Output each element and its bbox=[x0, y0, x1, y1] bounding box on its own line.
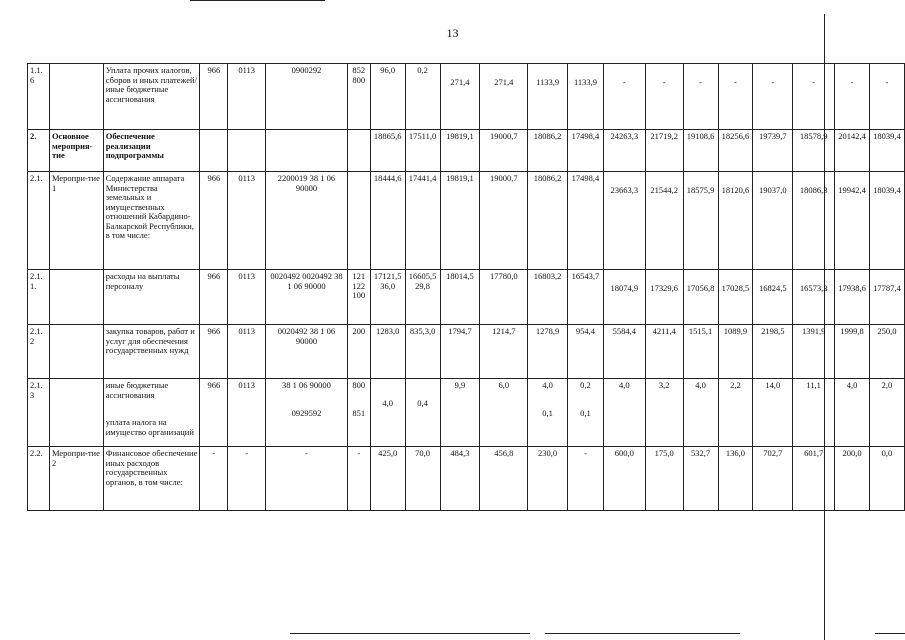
value-cell: 4211,4 bbox=[645, 325, 683, 379]
value-cell: 484,3 bbox=[440, 447, 480, 511]
value-cell: 11,1 bbox=[793, 379, 835, 447]
rzpr-code: 0113 bbox=[228, 325, 266, 379]
value-cell: - bbox=[793, 64, 835, 130]
table-row bbox=[28, 270, 905, 325]
row-description-2: уплата налога на имущество организаций bbox=[105, 417, 194, 437]
value-cell: 17441,4 bbox=[405, 172, 440, 270]
value-cell: 4,0 bbox=[603, 379, 645, 447]
csr-code-2: 0929592 bbox=[291, 407, 322, 418]
row-type bbox=[49, 64, 103, 130]
value-cell: 954,4 bbox=[568, 325, 604, 379]
scan-line-bottom-3 bbox=[875, 633, 905, 634]
value-cell: 18256,6 bbox=[718, 130, 753, 172]
vr-code: 852 800 bbox=[347, 64, 370, 130]
scan-line-top bbox=[190, 0, 325, 1]
value-cell: - bbox=[683, 64, 718, 130]
value-cell: 20142,4 bbox=[835, 130, 870, 172]
value-cell: 175,0 bbox=[645, 447, 683, 511]
value-cell: 21544,2 bbox=[645, 172, 683, 270]
value-cell: 19942,4 bbox=[835, 172, 870, 270]
value-cell: - bbox=[753, 64, 793, 130]
vr-code: - bbox=[347, 447, 370, 511]
row-code: 1.1.6 bbox=[28, 64, 50, 130]
rzpr-code: 0113 bbox=[228, 64, 266, 130]
row-code: 2.2. bbox=[28, 447, 50, 511]
value-cell: 17329,6 bbox=[645, 270, 683, 325]
value-cell-2: 0,4 bbox=[417, 398, 428, 408]
value-cell: - bbox=[645, 64, 683, 130]
row-description: Уплата прочих налогов, сборов и иных платежей/иные бюджетные ассигнования bbox=[103, 64, 200, 130]
value-cell: 18120,6 bbox=[718, 172, 753, 270]
vr-code: 200 bbox=[347, 325, 370, 379]
value-cell: 456,8 bbox=[480, 447, 528, 511]
row-code: 2.1. bbox=[28, 172, 50, 270]
value-cell: 2,2 bbox=[718, 379, 753, 447]
value-cell: 21719,2 bbox=[645, 130, 683, 172]
row-description: Финансовое обеспечение иных расходов государственных органов, в том числе: bbox=[103, 447, 200, 511]
value-cell: 24263,3 bbox=[603, 130, 645, 172]
value-cell: 0,2 bbox=[405, 64, 440, 130]
value-cell: 5584,4 bbox=[603, 325, 645, 379]
rzpr-code: 0113 bbox=[228, 379, 266, 447]
value-cell: 4,0 bbox=[835, 379, 870, 447]
scan-line-bottom bbox=[290, 633, 530, 634]
value-cell: 600,0 bbox=[603, 447, 645, 511]
rzpr-code bbox=[228, 130, 266, 172]
row-type bbox=[49, 379, 103, 447]
value-cell: 17498,4 bbox=[568, 172, 604, 270]
value-cell: 1283,0 bbox=[370, 325, 405, 379]
value-cell: 1278,9 bbox=[528, 325, 568, 379]
value-cell: 9,9 bbox=[440, 379, 480, 447]
value-cell: 1133,9 bbox=[528, 64, 568, 130]
csr-code: 0900292 bbox=[266, 64, 348, 130]
vr-code: 800 851 bbox=[347, 379, 370, 447]
value-cell: 16803,2 bbox=[528, 270, 568, 325]
value-cell: 96,0 bbox=[370, 64, 405, 130]
value-cell: 2198,5 bbox=[753, 325, 793, 379]
value-cell: 271,4 bbox=[480, 64, 528, 130]
value-cell: 17121,5 36,0 bbox=[370, 270, 405, 325]
value-cell: 0,2 0,1 bbox=[568, 379, 604, 447]
table-row bbox=[28, 447, 905, 511]
value-cell: 4,0 0,1 bbox=[528, 379, 568, 447]
value-cell-2: 4,0 bbox=[382, 398, 393, 408]
table-body bbox=[28, 64, 905, 511]
value-cell bbox=[405, 379, 440, 447]
table-row bbox=[28, 172, 905, 270]
value-cell: 19000,7 bbox=[480, 130, 528, 172]
csr-code: - bbox=[266, 447, 348, 511]
value-cell: 19739,7 bbox=[753, 130, 793, 172]
value-cell: 18014,5 bbox=[440, 270, 480, 325]
value-cell: 271,4 bbox=[440, 64, 480, 130]
value-cell: 18074,9 bbox=[603, 270, 645, 325]
value-cell: - bbox=[718, 64, 753, 130]
value-cell: 16824,5 bbox=[753, 270, 793, 325]
value-cell: 4,0 bbox=[683, 379, 718, 447]
grbs-code: 966 bbox=[200, 270, 228, 325]
value-cell: 19819,1 bbox=[440, 130, 480, 172]
row-code: 2.1.3 bbox=[28, 379, 50, 447]
value-cell: 230,0 bbox=[528, 447, 568, 511]
grbs-code bbox=[200, 130, 228, 172]
value-cell: 16573,3 bbox=[793, 270, 835, 325]
row-code: 2. bbox=[28, 130, 50, 172]
value-cell: 18039,4 bbox=[869, 130, 904, 172]
value-cell: 250,0 bbox=[869, 325, 904, 379]
rzpr-code: 0113 bbox=[228, 270, 266, 325]
value-cell: - bbox=[869, 64, 904, 130]
row-description: закупка товаров, работ и услуг для обеспечения государственных нужд bbox=[103, 325, 200, 379]
value-cell: 19108,6 bbox=[683, 130, 718, 172]
value-cell: 18575,9 bbox=[683, 172, 718, 270]
page-number: 13 bbox=[446, 26, 459, 40]
table-row bbox=[28, 130, 905, 172]
value-cell: 18086,3 bbox=[793, 172, 835, 270]
row-code: 2.1.1. bbox=[28, 270, 50, 325]
value-cell: 1214,7 bbox=[480, 325, 528, 379]
value-cell: - bbox=[568, 447, 604, 511]
value-cell: 18086,2 bbox=[528, 172, 568, 270]
vr-code-2: 851 bbox=[352, 407, 366, 418]
grbs-code: 966 bbox=[200, 64, 228, 130]
row-description: иные бюджетные ассигнования уплата налога на имущество организаций bbox=[103, 379, 200, 447]
value-cell bbox=[370, 379, 405, 447]
value-cell: 14,0 bbox=[753, 379, 793, 447]
value-cell: 18086,2 bbox=[528, 130, 568, 172]
value-cell: 136,0 bbox=[718, 447, 753, 511]
row-description: расходы на выплаты персоналу bbox=[103, 270, 200, 325]
budget-table bbox=[27, 63, 905, 511]
grbs-code: 966 bbox=[200, 172, 228, 270]
value-cell: 1515,1 bbox=[683, 325, 718, 379]
value-cell: 532,7 bbox=[683, 447, 718, 511]
value-cell: 17938,6 bbox=[835, 270, 870, 325]
vr-code bbox=[347, 172, 370, 270]
vr-code bbox=[347, 130, 370, 172]
row-type: Меропри-тие 2 bbox=[49, 447, 103, 511]
value-cell: 17028,5 bbox=[718, 270, 753, 325]
value-cell: 425,0 bbox=[370, 447, 405, 511]
table-row bbox=[28, 379, 905, 447]
value-cell: - bbox=[835, 64, 870, 130]
value-cell: 16543,7 bbox=[568, 270, 604, 325]
value-cell: 1391,9 bbox=[793, 325, 835, 379]
value-cell: 17498,4 bbox=[568, 130, 604, 172]
value-cell: 18578,9 bbox=[793, 130, 835, 172]
rzpr-code: - bbox=[228, 447, 266, 511]
value-cell: 17787,4 bbox=[869, 270, 904, 325]
value-cell: 70,0 bbox=[405, 447, 440, 511]
csr-code bbox=[266, 130, 348, 172]
value-cell: 18444,6 bbox=[370, 172, 405, 270]
value-cell: 835,3,0 bbox=[405, 325, 440, 379]
value-cell: 17780,0 bbox=[480, 270, 528, 325]
value-cell: 17511,0 bbox=[405, 130, 440, 172]
value-cell: 702,7 bbox=[753, 447, 793, 511]
csr-code: 0020492 0020492 38 1 06 90000 bbox=[266, 270, 348, 325]
value-cell: 1794,7 bbox=[440, 325, 480, 379]
row-type: Меропри-тие 1 bbox=[49, 172, 103, 270]
csr-code: 0020492 38 1 06 90000 bbox=[266, 325, 348, 379]
value-cell: 1133,9 bbox=[568, 64, 604, 130]
value-cell: 16605,5 29,8 bbox=[405, 270, 440, 325]
csr-code: 2200019 38 1 06 90000 bbox=[266, 172, 348, 270]
value-cell: 1999,8 bbox=[835, 325, 870, 379]
grbs-code: 966 bbox=[200, 379, 228, 447]
value-cell-2: 0,1 bbox=[542, 407, 553, 418]
value-cell: 18039,4 bbox=[869, 172, 904, 270]
csr-code: 38 1 06 90000 0929592 bbox=[266, 379, 348, 447]
value-cell: 19000,7 bbox=[480, 172, 528, 270]
value-cell: 0,0 bbox=[869, 447, 904, 511]
value-cell: 3,2 bbox=[645, 379, 683, 447]
value-cell: 19037,0 bbox=[753, 172, 793, 270]
value-cell: 1089,9 bbox=[718, 325, 753, 379]
value-cell: 200,0 bbox=[835, 447, 870, 511]
rzpr-code: 0113 bbox=[228, 172, 266, 270]
row-type bbox=[49, 270, 103, 325]
row-type: Основное мероприя-тие bbox=[49, 130, 103, 172]
row-code: 2.1.2 bbox=[28, 325, 50, 379]
table-row bbox=[28, 325, 905, 379]
table-row bbox=[28, 64, 905, 130]
value-cell: 6,0 bbox=[480, 379, 528, 447]
value-cell: 17056,8 bbox=[683, 270, 718, 325]
grbs-code: - bbox=[200, 447, 228, 511]
row-type bbox=[49, 325, 103, 379]
grbs-code: 966 bbox=[200, 325, 228, 379]
value-cell: 2,0 bbox=[869, 379, 904, 447]
value-cell: 23663,3 bbox=[603, 172, 645, 270]
scan-line-bottom-2 bbox=[545, 633, 740, 634]
value-cell: 601,7 bbox=[793, 447, 835, 511]
vr-code: 121 122 100 bbox=[347, 270, 370, 325]
value-cell-2: 0,1 bbox=[580, 407, 591, 418]
value-cell: 18865,6 bbox=[370, 130, 405, 172]
row-description: Обеспечение реализации подпрограммы bbox=[103, 130, 200, 172]
value-cell: - bbox=[603, 64, 645, 130]
row-description: Содержание аппарата Министерства земельных и имущественных отношений Кабардино-Балкарской Республики, в том числе: bbox=[103, 172, 200, 270]
value-cell: 19819,1 bbox=[440, 172, 480, 270]
